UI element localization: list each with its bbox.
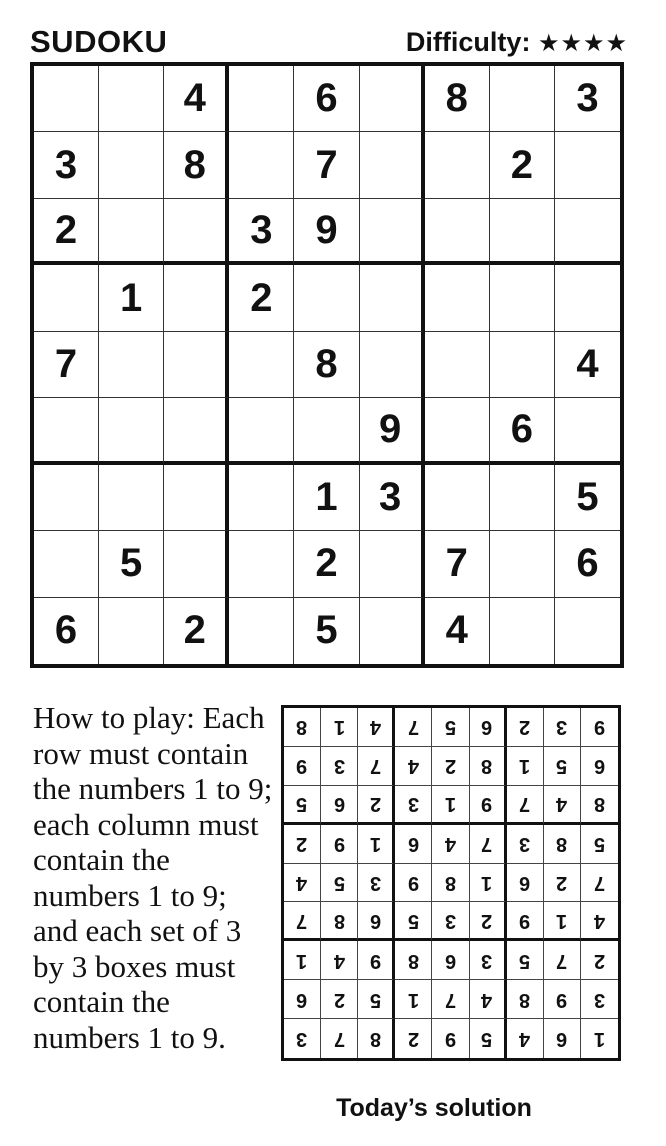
solution-digit: 1 [444,793,457,816]
puzzle-cell[interactable] [34,465,99,531]
solution-cell [470,902,507,941]
solution-digit: 3 [407,793,419,816]
solution-digit: 4 [333,949,345,972]
solution-cell [507,825,544,864]
solution-digit: 2 [369,793,381,816]
puzzle-cell[interactable] [164,332,229,398]
puzzle-cell[interactable]: 6 [294,66,359,132]
solution-cell [395,825,432,864]
puzzle-cell[interactable] [229,132,294,198]
solution-cell [581,708,618,747]
solution-digit: 8 [556,833,568,856]
puzzle-cell[interactable] [99,332,164,398]
solution-cell [470,941,507,980]
puzzle-cell[interactable] [425,398,490,464]
solution-cell [432,708,469,747]
solution-digit: 2 [444,755,457,778]
solution-digit: 7 [369,755,381,778]
solution-digit: 5 [593,833,605,856]
solution-digit: 6 [593,755,605,778]
solution-digit: 8 [593,793,605,816]
puzzle-cell[interactable] [164,199,229,265]
solution-digit: 8 [407,949,419,972]
solution-cell [507,980,544,1019]
solution-digit: 4 [481,988,493,1011]
puzzle-cell[interactable] [229,598,294,664]
puzzle-title: SUDOKU [30,24,168,59]
solution-cell [470,747,507,786]
puzzle-cell[interactable]: 8 [164,132,229,198]
solution-digit: 1 [593,1028,605,1051]
solution-digit: 1 [369,833,381,856]
puzzle-cell[interactable]: 7 [425,531,490,597]
solution-digit: 3 [296,1028,308,1051]
solution-cell [544,902,581,941]
how-to-play-text: How to play: Each row must contain the numbers 1 to 9; each column must contain the numbers 1 to 9; and each set of 3 by 3 boxes must contain the numbers 1 to 9. [33,700,273,1055]
puzzle-cell[interactable] [229,66,294,132]
solution-digit: 8 [481,755,493,778]
solution-digit: 8 [519,988,531,1011]
puzzle-cell[interactable]: 1 [99,265,164,331]
solution-cell [395,708,432,747]
puzzle-cell[interactable]: 9 [294,199,359,265]
solution-digit: 2 [481,909,493,932]
solution-cell [284,825,321,864]
solution-cell [544,864,581,903]
puzzle-cell[interactable] [360,265,425,331]
puzzle-cell[interactable]: 2 [294,531,359,597]
solution-digit: 9 [369,949,381,972]
solution-digit: 9 [333,833,345,856]
puzzle-cell[interactable] [294,265,359,331]
puzzle-cell[interactable]: 2 [34,199,99,265]
solution-digit: 9 [556,988,568,1011]
solution-cell [507,941,544,980]
solution-digit: 2 [519,716,531,739]
solution-digit: 8 [369,1028,381,1051]
solution-cell [432,941,469,980]
solution-cell [284,941,321,980]
solution-cell [507,902,544,941]
solution-digit: 6 [333,793,345,816]
solution-digit: 7 [296,909,308,932]
solution-cell [321,747,358,786]
puzzle-cell[interactable] [99,199,164,265]
solution-digit: 1 [296,949,308,972]
puzzle-cell[interactable] [555,132,620,198]
puzzle-cell[interactable] [490,265,555,331]
solution-cell [284,980,321,1019]
solution-cell [358,902,395,941]
solution-cell [581,864,618,903]
solution-digit: 5 [444,716,457,739]
solution-cell [581,941,618,980]
solution-digit: 7 [481,833,493,856]
solution-digit: 1 [333,716,345,739]
puzzle-cell[interactable]: 2 [164,598,229,664]
puzzle-cell[interactable]: 2 [490,132,555,198]
puzzle-cell[interactable]: 8 [425,66,490,132]
solution-digit: 6 [407,833,419,856]
solution-digit: 1 [481,871,493,894]
puzzle-cell[interactable]: 5 [555,465,620,531]
solution-digit: 7 [333,1028,345,1051]
solution-cell [284,902,321,941]
solution-cell [395,864,432,903]
solution-cell [395,1019,432,1058]
puzzle-cell[interactable] [555,398,620,464]
solution-digit: 9 [444,1028,457,1051]
solution-cell [395,902,432,941]
solution-digit: 5 [519,949,531,972]
solution-digit: 7 [593,871,605,894]
solution-digit: 9 [519,909,531,932]
puzzle-cell[interactable] [99,598,164,664]
solution-cell [581,980,618,1019]
solution-cell [544,1019,581,1058]
puzzle-cell[interactable] [490,465,555,531]
puzzle-cell[interactable] [229,332,294,398]
puzzle-cell[interactable] [34,265,99,331]
solution-cell [432,1019,469,1058]
solution-digit: 3 [556,716,568,739]
solution-digit: 3 [519,833,531,856]
solution-digit: 7 [444,988,457,1011]
solution-cell [470,1019,507,1058]
solution-cell [358,747,395,786]
solution-digit: 5 [481,1028,493,1051]
puzzle-cell[interactable] [229,531,294,597]
puzzle-cell[interactable] [490,199,555,265]
solution-cell [395,980,432,1019]
solution-digit: 4 [296,871,308,894]
solution-digit: 2 [593,949,605,972]
puzzle-cell[interactable] [34,531,99,597]
difficulty-label: Difficulty [405,27,522,57]
solution-cell [507,747,544,786]
solution-digit: 5 [556,755,568,778]
sudoku-grid [30,62,624,668]
solution-cell [321,825,358,864]
solution-digit: 5 [369,988,381,1011]
solution-cell [321,1019,358,1058]
solution-digit: 2 [296,833,308,856]
solution-caption: Today’s solution [336,1094,532,1122]
solution-cell [358,1019,395,1058]
puzzle-cell[interactable]: 5 [99,531,164,597]
puzzle-cell[interactable]: 4 [164,66,229,132]
solution-cell [507,1019,544,1058]
solution-digit: 2 [333,988,345,1011]
solution-digit: 9 [481,793,493,816]
puzzle-cell[interactable] [99,398,164,464]
puzzle-cell[interactable] [99,465,164,531]
puzzle-cell[interactable] [34,398,99,464]
solution-cell [470,786,507,825]
solution-cell [284,747,321,786]
solution-cell [395,747,432,786]
solution-digit: 4 [444,833,457,856]
puzzle-cell[interactable] [425,332,490,398]
solution-cell [432,825,469,864]
puzzle-cell[interactable] [490,531,555,597]
solution-digit: 4 [593,909,605,932]
solution-digit: 8 [444,871,457,894]
puzzle-cell[interactable]: 9 [360,398,425,464]
solution-cell [321,708,358,747]
solution-digit: 5 [296,793,308,816]
puzzle-cell[interactable] [164,465,229,531]
solution-digit: 6 [481,716,493,739]
puzzle-cell[interactable] [425,132,490,198]
puzzle-cell[interactable] [164,265,229,331]
puzzle-cell[interactable]: 3 [360,465,425,531]
solution-cell [470,825,507,864]
puzzle-cell[interactable]: 6 [490,398,555,464]
puzzle-cell[interactable] [360,332,425,398]
puzzle-cell[interactable] [294,398,359,464]
puzzle-cell[interactable] [99,132,164,198]
puzzle-cell[interactable] [360,132,425,198]
puzzle-cell[interactable]: 6 [555,531,620,597]
puzzle-cell[interactable]: 2 [229,265,294,331]
puzzle-cell[interactable]: 3 [555,66,620,132]
puzzle-cell[interactable] [425,199,490,265]
puzzle-cell[interactable] [360,199,425,265]
solution-cell [395,786,432,825]
solution-digit: 4 [556,793,568,816]
solution-digit: 7 [556,949,568,972]
puzzle-cell[interactable] [360,66,425,132]
difficulty-stars: ★★★★ [537,29,628,57]
solution-digit: 9 [593,716,605,739]
solution-cell [544,825,581,864]
solution-cell [581,786,618,825]
solution-digit: 6 [519,871,531,894]
puzzle-cell[interactable] [229,465,294,531]
solution-digit: 2 [556,871,568,894]
solution-cell [544,708,581,747]
puzzle-cell[interactable]: 7 [34,332,99,398]
solution-cell [321,980,358,1019]
solution-cell [432,902,469,941]
solution-cell [284,1019,321,1058]
solution-cell [581,825,618,864]
solution-cell [507,708,544,747]
puzzle-cell[interactable] [425,465,490,531]
puzzle-cell[interactable] [229,398,294,464]
solution-cell [284,864,321,903]
puzzle-cell[interactable]: 4 [425,598,490,664]
solution-digit: 5 [333,871,345,894]
solution-cell [358,941,395,980]
solution-cell [544,747,581,786]
solution-digit: 1 [556,909,568,932]
puzzle-cell[interactable]: 7 [294,132,359,198]
solution-cell [284,786,321,825]
solution-cell [358,786,395,825]
solution-cell [470,708,507,747]
solution-grid [281,705,621,1061]
solution-cell [395,941,432,980]
solution-cell [470,864,507,903]
solution-cell [432,980,469,1019]
solution-digit: 3 [369,871,381,894]
solution-digit: 3 [333,755,345,778]
solution-cell [321,786,358,825]
puzzle-cell[interactable] [490,66,555,132]
solution-cell [321,941,358,980]
solution-cell [581,747,618,786]
solution-digit: 7 [519,793,531,816]
solution-digit: 6 [444,949,457,972]
solution-cell [358,980,395,1019]
solution-cell [432,864,469,903]
solution-cell [544,786,581,825]
puzzle-cell[interactable]: 5 [294,598,359,664]
solution-digit: 1 [407,988,419,1011]
solution-cell [507,864,544,903]
solution-cell [358,708,395,747]
solution-digit: 3 [593,988,605,1011]
puzzle-cell[interactable] [34,66,99,132]
puzzle-cell[interactable]: 4 [555,332,620,398]
solution-cell [358,825,395,864]
puzzle-cell[interactable] [490,332,555,398]
solution-cell [321,864,358,903]
solution-cell [581,1019,618,1058]
solution-digit: 6 [296,988,308,1011]
puzzle-cell[interactable]: 3 [229,199,294,265]
puzzle-cell[interactable]: 3 [34,132,99,198]
solution-digit: 2 [407,1028,419,1051]
puzzle-cell[interactable] [360,531,425,597]
solution-digit: 5 [407,909,419,932]
puzzle-cell[interactable] [425,265,490,331]
solution-digit: 9 [407,871,419,894]
puzzle-cell[interactable] [555,199,620,265]
solution-cell [432,786,469,825]
difficulty-rating: Difficulty: ★★★★ [405,27,628,57]
solution-cell [581,902,618,941]
puzzle-cell[interactable] [360,598,425,664]
solution-digit: 3 [481,949,493,972]
solution-digit: 7 [407,716,419,739]
puzzle-cell[interactable] [164,531,229,597]
puzzle-cell[interactable] [99,66,164,132]
solution-digit: 4 [369,716,381,739]
solution-cell [432,747,469,786]
puzzle-cell[interactable] [555,265,620,331]
puzzle-cell[interactable] [164,398,229,464]
solution-digit: 6 [556,1028,568,1051]
solution-cell [470,980,507,1019]
solution-cell [507,786,544,825]
solution-digit: 9 [296,755,308,778]
solution-digit: 4 [519,1028,531,1051]
solution-digit: 1 [519,755,531,778]
solution-cell [284,708,321,747]
solution-cell [358,864,395,903]
solution-digit: 8 [333,909,345,932]
solution-digit: 8 [296,716,308,739]
solution-cell [544,941,581,980]
solution-digit: 6 [369,909,381,932]
puzzle-cell[interactable]: 8 [294,332,359,398]
solution-digit: 4 [407,755,419,778]
solution-digit: 3 [444,909,457,932]
solution-cell [321,902,358,941]
puzzle-cell[interactable]: 1 [294,465,359,531]
puzzle-cell[interactable] [555,598,620,664]
puzzle-cell[interactable]: 6 [34,598,99,664]
solution-cell [544,980,581,1019]
puzzle-cell[interactable] [490,598,555,664]
